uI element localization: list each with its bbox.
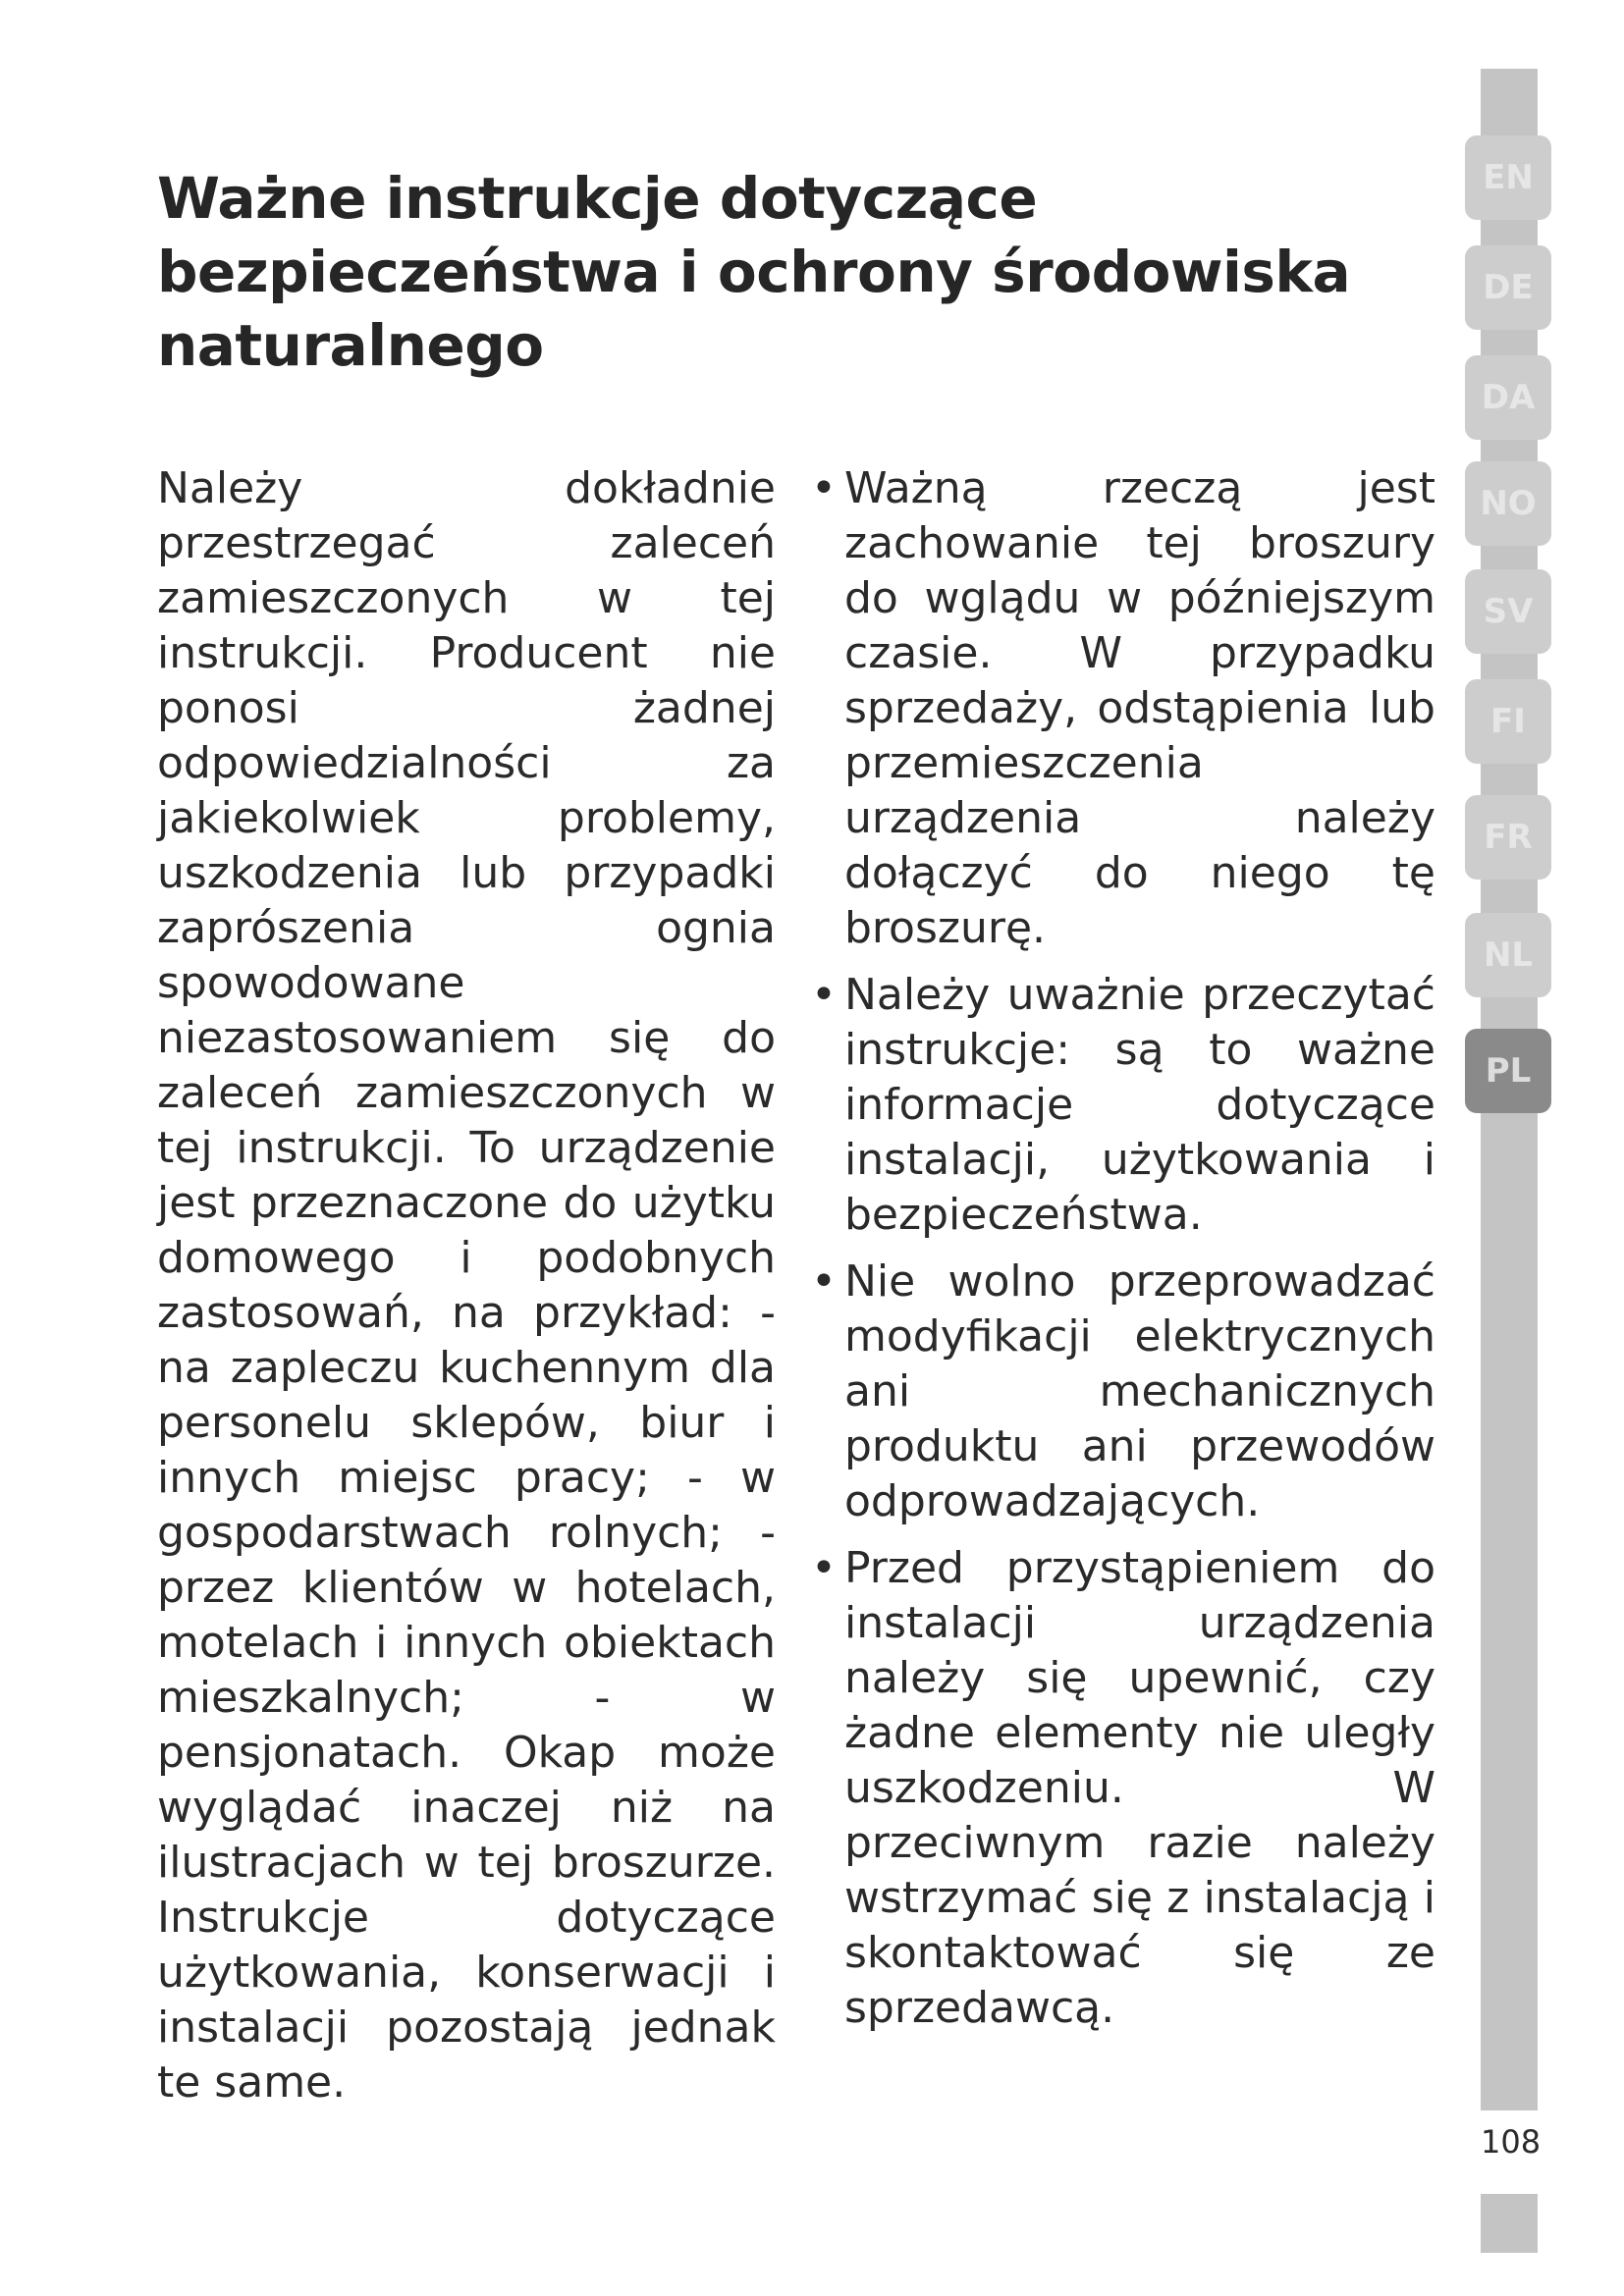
language-tab-nl[interactable]: NL <box>1465 913 1551 997</box>
list-item <box>811 1541 1435 2036</box>
bullet-icon: • <box>811 1543 837 1593</box>
list-item-text: Ważną rzeczą jest zachowanie tej broszury do wglądu w późniejszym czasie. W przypadku sprzedaży, odstąpienia lub przemieszczenia urządzenia należy dołączyć do niego tę broszurę. <box>844 463 1435 953</box>
safety-list-column <box>811 461 1435 2048</box>
language-tab-no[interactable]: NO <box>1465 461 1551 546</box>
list-item-text: Należy uważnie przeczytać instrukcje: są to ważne informacje dotyczące instalacji, użytkowania i bezpieczeństwa. <box>844 970 1435 1240</box>
list-item-text: Nie wolno przeprowadzać modyfikacji elektrycznych ani mechanicznych produktu ani przewodów odprowadzających. <box>844 1256 1435 1526</box>
language-tab-de[interactable]: DE <box>1465 245 1551 330</box>
bullet-icon: • <box>811 970 837 1020</box>
list-item <box>811 968 1435 1243</box>
language-tab-sv[interactable]: SV <box>1465 569 1551 654</box>
list-item-text: Przed przystąpieniem do instalacji urządzenia należy się upewnić, czy żadne elementy nie uległy uszkodzeniu. W przeciwnym razie należy wstrzymać się z instalacją i skontaktować się ze sprzedawcą. <box>844 1543 1435 2033</box>
intro-paragraph: Należy dokładnie przestrzegać zaleceń zamieszczonych w tej instrukcji. Producent nie ponosi żadnej odpowiedzialności za jakiekolwiek problemy, uszkodzenia lub przypadki zaprószenia ognia spowodowane niezastosowaniem się do zaleceń zamieszczonych w tej instrukcji. To urządzenie jest przeznaczone do użytku domowego i podobnych zastosowań, na przykład: - na zapleczu kuchennym dla personelu sklepów, biur i innych miejsc pracy; - w gospodarstwach rolnych; - przez klientów w hotelach, motelach i innych obiektach mieszkalnych; - w pensjonatach. Okap może wyglądać inaczej niż na ilustracjach w tej broszurze. Instrukcje dotyczące użytkowania, konserwacji i instalacji pozostają jednak te same. <box>157 463 776 2108</box>
list-item <box>811 1255 1435 1529</box>
safety-bullet-list <box>811 461 1435 2036</box>
language-tab-da[interactable]: DA <box>1465 355 1551 440</box>
list-item <box>811 461 1435 956</box>
language-tab-fi[interactable]: FI <box>1465 679 1551 764</box>
bullet-icon: • <box>811 463 837 513</box>
page-title: Ważne instrukcje dotyczące bezpieczeństwa i ochrony środowiska naturalnego <box>157 165 1351 379</box>
language-tab-fr[interactable]: FR <box>1465 795 1551 880</box>
side-bar-footer <box>1481 2194 1538 2253</box>
language-tab-en[interactable]: EN <box>1465 135 1551 220</box>
language-tab-pl[interactable]: PL <box>1465 1029 1551 1113</box>
page-number: 108 <box>1481 2123 1542 2161</box>
bullet-icon: • <box>811 1256 837 1307</box>
intro-column <box>157 461 776 2110</box>
